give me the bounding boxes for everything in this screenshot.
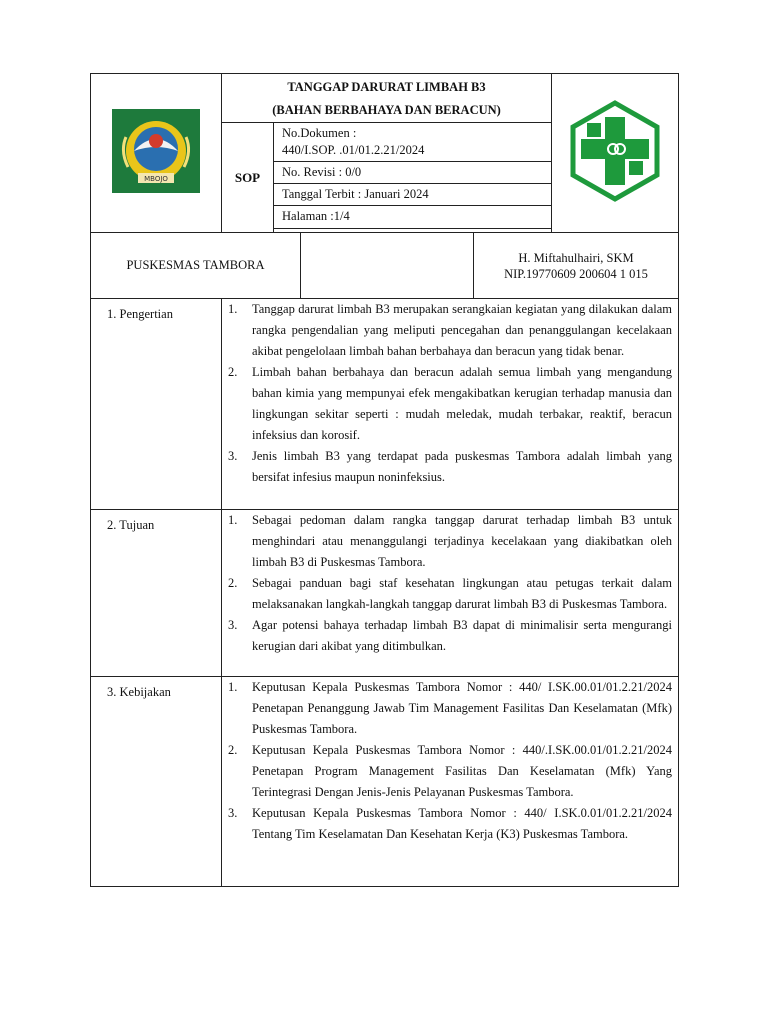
list-item: 3. Agar potensi bahaya terhadap limbah B3 dapat di minimalisir serta mengurangi kerugian dari akibat yang ditimbulkan. [228,618,672,653]
sop-label: SOP [222,123,274,233]
sop-document [90,73,678,887]
puskesmas-logo-icon [567,99,663,203]
section-list [222,510,672,657]
no-dokumen [274,123,552,162]
section-label: 2. Tujuan [91,510,222,677]
list-item: 2. Sebagai panduan bagi staf kesehatan lingkungan atau petugas terkait dalam melaksanakan langkah-langkah tanggap darurat limbah B3 di Puskesmas Tambora. [228,576,672,611]
title-line-1: TANGGAP DARURAT LIMBAH B3 [287,80,486,94]
regency-emblem-icon [108,107,204,195]
halaman: Halaman :1/4 [274,206,552,229]
list-item: 3. Keputusan Kepala Puskesmas Tambora Nomor : 440/ I.SK.0.01/01.2.21/2024 Tentang Tim Keselamatan Dan Kesehatan Kerja (K3) Puskesmas Tambora. [228,806,672,841]
signatory-nip: NIP.19770609 200604 1 015 [504,266,648,281]
puskesmas-name: PUSKESMAS TAMBORA [91,233,301,299]
section-list [222,677,672,845]
title-line-2: (BAHAN BERBAHAYA DAN BERACUN) [272,103,501,117]
signatory [474,233,679,299]
section-row-tujuan [91,510,679,677]
signatory-name: H. Miftahulhairi, SKM [518,250,634,265]
list-item: 3. Jenis limbah B3 yang terdapat pada puskesmas Tambora adalah limbah yang bersifat infesius maupun noninfeksius. [228,449,672,484]
list-item: 1. Tanggap darurat limbah B3 merupakan serangkaian kegiatan yang dilakukan dalam rangka pengendalian yang meliputi pencegahan dan penanggulangan kecelakaan akibat pengelolaan limbah bahan berbahaya dan beracun yang tidak benar. [228,302,672,358]
signature-area [301,233,474,299]
emblem-motto: MBOJO [144,174,168,183]
section-label: 1. Pengertian [91,299,222,510]
section-label: 3. Kebijakan [91,677,222,887]
org-table [90,232,679,299]
section-row-pengertian [91,299,679,510]
header-table [90,73,679,233]
no-revisi: No. Revisi : 0/0 [274,162,552,184]
tanggal-terbit: Tanggal Terbit : Januari 2024 [274,184,552,206]
document-title [222,74,552,123]
content-table [90,298,679,887]
list-item: 2. Keputusan Kepala Puskesmas Tambora Nomor : 440/.I.SK.00.01/01.2.21/2024 Penetapan Program Management Fasilitas Dan Keselamatan (Mfk) Yang Terintegrasi Dengan Jenis-Jenis Pelayanan Puskesmas Tambora. [228,743,672,799]
section-row-kebijakan [91,677,679,887]
regency-logo-cell [91,74,222,233]
list-item: 2. Limbah bahan berbahaya dan beracun adalah semua limbah yang mengandung bahan kimia yang mempunyai efek mengakibatkan kerugian terhadap manusia dan lingkungan sekitar seperti : mudah meledak, mudah terbakar, reaktif, beracun infeksius dan korosif. [228,365,672,442]
section-list [222,299,672,488]
no-dokumen-label: No.Dokumen : [282,126,357,140]
list-item: 1. Sebagai pedoman dalam rangka tanggap darurat terhadap limbah B3 untuk menghindari atau menanggulangi terjadinya kecelakaan yang diakibatkan oleh limbah B3 di Puskesmas Tambora. [228,513,672,569]
no-dokumen-value: 440/I.SOP. .01/01.2.21/2024 [282,143,425,157]
list-item: 1. Keputusan Kepala Puskesmas Tambora Nomor : 440/ I.SK.00.01/01.2.21/2024 Penetapan Penanggung Jawab Tim Management Fasilitas Dan Keselamatan (Mfk) Puskesmas Tambora. [228,680,672,736]
puskesmas-logo-cell [552,74,679,233]
